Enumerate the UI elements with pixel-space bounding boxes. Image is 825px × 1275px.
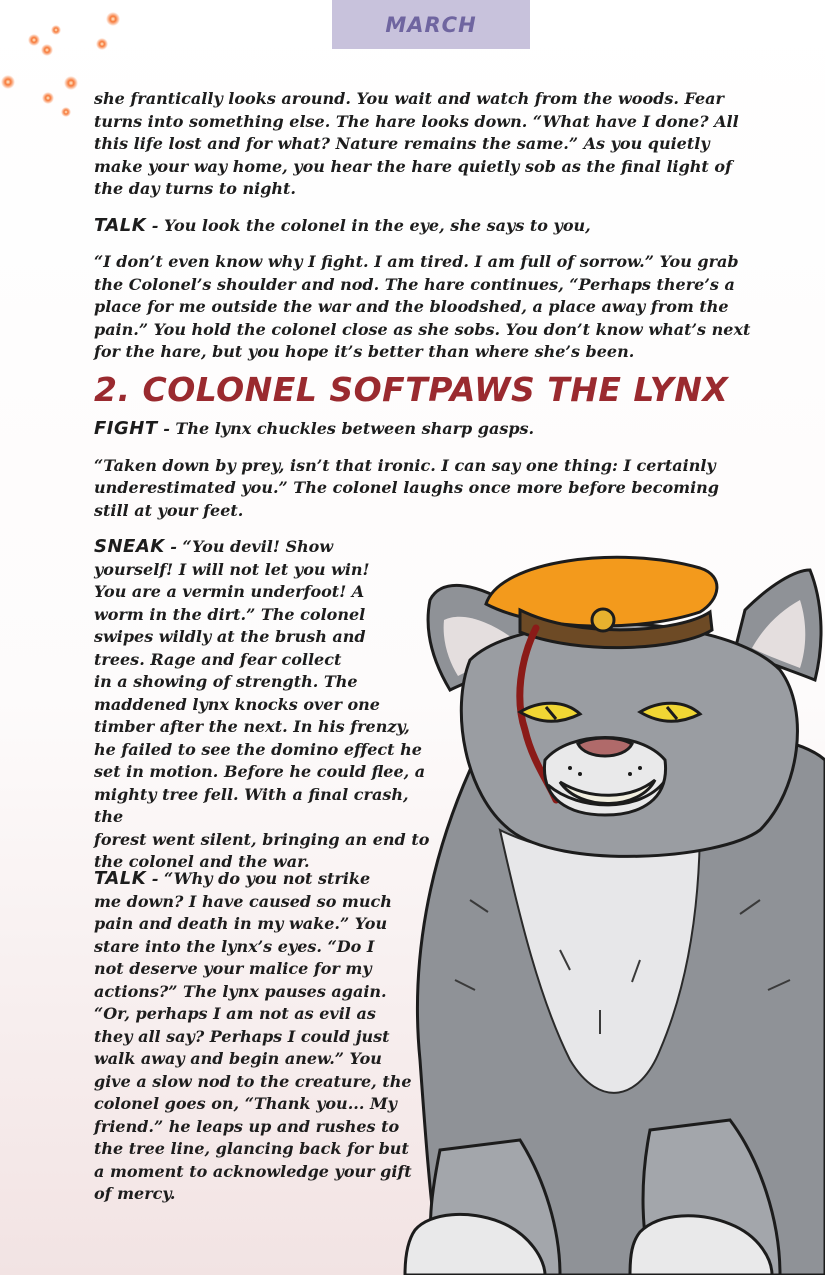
intro-talk-line bbox=[94, 215, 754, 238]
talk-line: of mercy. bbox=[94, 1184, 176, 1203]
talk-label: TALK bbox=[94, 868, 147, 889]
talk-label: TALK bbox=[94, 214, 147, 236]
fight-label: FIGHT bbox=[94, 418, 158, 439]
sneak-line: the colonel and the war. bbox=[94, 852, 310, 871]
talk-line: not deserve your malice for my bbox=[94, 959, 372, 978]
sneak-line: mighty tree fell. With a final crash, the bbox=[94, 784, 409, 826]
chapter-tab bbox=[332, 0, 530, 49]
fight-block bbox=[94, 418, 734, 536]
talk-line: pain and death in my wake.” You bbox=[94, 914, 388, 933]
sneak-line: timber after the next. In his frenzy, bbox=[94, 717, 410, 736]
talk-block bbox=[94, 868, 434, 1206]
fight-text: - The lynx chuckles between sharp gasps. bbox=[157, 419, 535, 438]
talk-line: colonel goes on, “Thank you... My bbox=[94, 1094, 397, 1113]
talk-line: stare into the lynx’s eyes. “Do I bbox=[94, 936, 375, 956]
sneak-line: yourself! I will not let you win! bbox=[94, 559, 370, 579]
sneak-line: he failed to see the domino effect he bbox=[94, 739, 422, 759]
talk-line: they all say? Perhaps I could just bbox=[94, 1026, 390, 1046]
sneak-line: trees. Rage and fear collect bbox=[94, 649, 342, 669]
talk-line: give a slow nod to the creature, the bbox=[94, 1071, 412, 1091]
sneak-label: SNEAK bbox=[94, 536, 165, 557]
talk-line: a moment to acknowledge your gift bbox=[94, 1161, 412, 1181]
sneak-line: worm in the dirt.” The colonel bbox=[94, 604, 366, 624]
intro-paragraph: she frantically looks around. You wait and watch from the woods. Fear turns into something else. The hare looks down. “What have I done? All this life lost and for what? Nature remains the same.” As you quietly make your way home, you hear the hare quietly sob as the final light of the day turns to night. bbox=[94, 89, 739, 198]
talk-line: actions?” The lynx pauses again. bbox=[94, 981, 387, 1001]
sneak-line: set in motion. Before he could flee, a bbox=[94, 762, 426, 781]
chapter-label: MARCH bbox=[385, 12, 477, 37]
talk-line: the tree line, glancing back for but bbox=[94, 1139, 409, 1158]
talk-line: walk away and begin anew.” You bbox=[94, 1049, 382, 1068]
intro-talk-paragraph: “I don’t even know why I fight. I am tired. I am full of sorrow.” You grab the Colonel’s shoulder and nod. The hare continues, “Perhaps there’s a place for me outside the war and the bloodshed, a place away from the pain.” You hold the colonel close as she sobs. You don’t know what’s next for the hare, but you hope it’s better than where she’s been. bbox=[94, 252, 751, 361]
sneak-line: swipes wildly at the brush and bbox=[94, 627, 366, 646]
talk-text: - You look the colonel in the eye, she says to you, bbox=[146, 215, 591, 235]
sneak-line: maddened lynx knocks over one bbox=[94, 694, 380, 714]
sneak-line: forest went silent, bringing an end to bbox=[94, 829, 430, 849]
section-heading: 2. COLONEL SOFTPAWS THE LYNX bbox=[94, 370, 729, 409]
talk-line: me down? I have caused so much bbox=[94, 891, 392, 911]
talk-line: friend.” he leaps up and rushes to bbox=[94, 1116, 400, 1136]
sneak-line: in a showing of strength. The bbox=[94, 672, 358, 691]
talk-line: TALK - “Why do you not strike bbox=[94, 868, 371, 889]
sneak-block bbox=[94, 536, 434, 874]
fight-paragraph: “Taken down by prey, isn’t that ironic. I can say one thing: I certainly underestimated you.” The colonel laughs once more before becoming still at your feet. bbox=[94, 455, 719, 520]
fight-line bbox=[94, 418, 734, 441]
sneak-line: SNEAK - “You devil! Show bbox=[94, 536, 334, 557]
intro-text bbox=[94, 88, 754, 378]
talk-line: “Or, perhaps I am not as evil as bbox=[94, 1004, 376, 1023]
sneak-line: You are a vermin underfoot! A bbox=[94, 582, 365, 601]
lynx-illustration bbox=[398, 548, 825, 1275]
